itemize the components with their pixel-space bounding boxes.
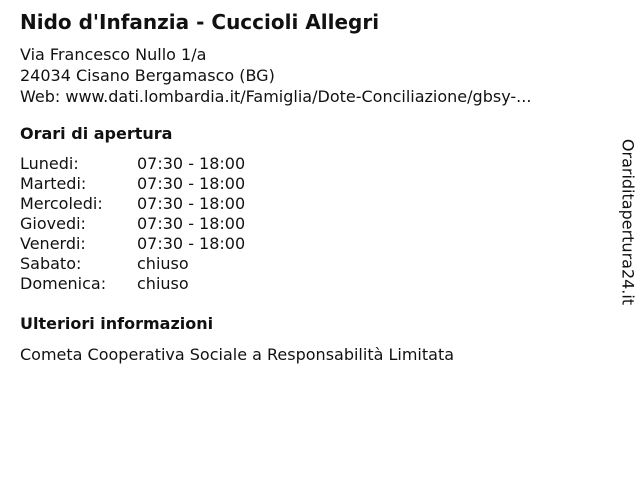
hours-row bbox=[20, 174, 245, 194]
hours-day: Domenica: bbox=[20, 274, 107, 293]
hours-day: Martedi: bbox=[20, 174, 87, 193]
hours-time: chiuso bbox=[137, 254, 189, 273]
site-brand-vertical: Orariditapertura24.it bbox=[618, 138, 638, 306]
hours-day: Lunedi: bbox=[20, 154, 79, 173]
hours-time: chiuso bbox=[137, 274, 189, 293]
more-info-heading: Ulteriori informazioni bbox=[20, 314, 214, 333]
hours-day: Venerdi: bbox=[20, 234, 86, 253]
opening-hours-table bbox=[20, 154, 245, 294]
hours-time: 07:30 - 18:00 bbox=[137, 234, 246, 253]
hours-time: 07:30 - 18:00 bbox=[137, 174, 246, 193]
hours-row bbox=[20, 254, 245, 274]
hours-time: 07:30 - 18:00 bbox=[137, 214, 246, 233]
hours-row bbox=[20, 214, 245, 234]
hours-time: 07:30 - 18:00 bbox=[137, 154, 246, 173]
opening-hours-heading: Orari di apertura bbox=[20, 124, 173, 143]
more-info-text: Cometa Cooperativa Sociale a Responsabilità Limitata bbox=[20, 345, 455, 364]
business-name: Nido d'Infanzia - Cuccioli Allegri bbox=[20, 10, 380, 34]
address-street: Via Francesco Nullo 1/a bbox=[20, 45, 207, 64]
hours-time: 07:30 - 18:00 bbox=[137, 194, 246, 213]
hours-row bbox=[20, 234, 245, 254]
hours-day: Mercoledi: bbox=[20, 194, 103, 213]
hours-day: Sabato: bbox=[20, 254, 82, 273]
hours-row bbox=[20, 154, 245, 174]
address-city: 24034 Cisano Bergamasco (BG) bbox=[20, 66, 275, 85]
address-block bbox=[20, 44, 531, 107]
website-link[interactable]: Web: www.dati.lombardia.it/Famiglia/Dote-Conciliazione/gbsy-... bbox=[20, 87, 532, 106]
hours-day: Giovedi: bbox=[20, 214, 86, 233]
hours-row bbox=[20, 274, 245, 294]
hours-row bbox=[20, 194, 245, 214]
